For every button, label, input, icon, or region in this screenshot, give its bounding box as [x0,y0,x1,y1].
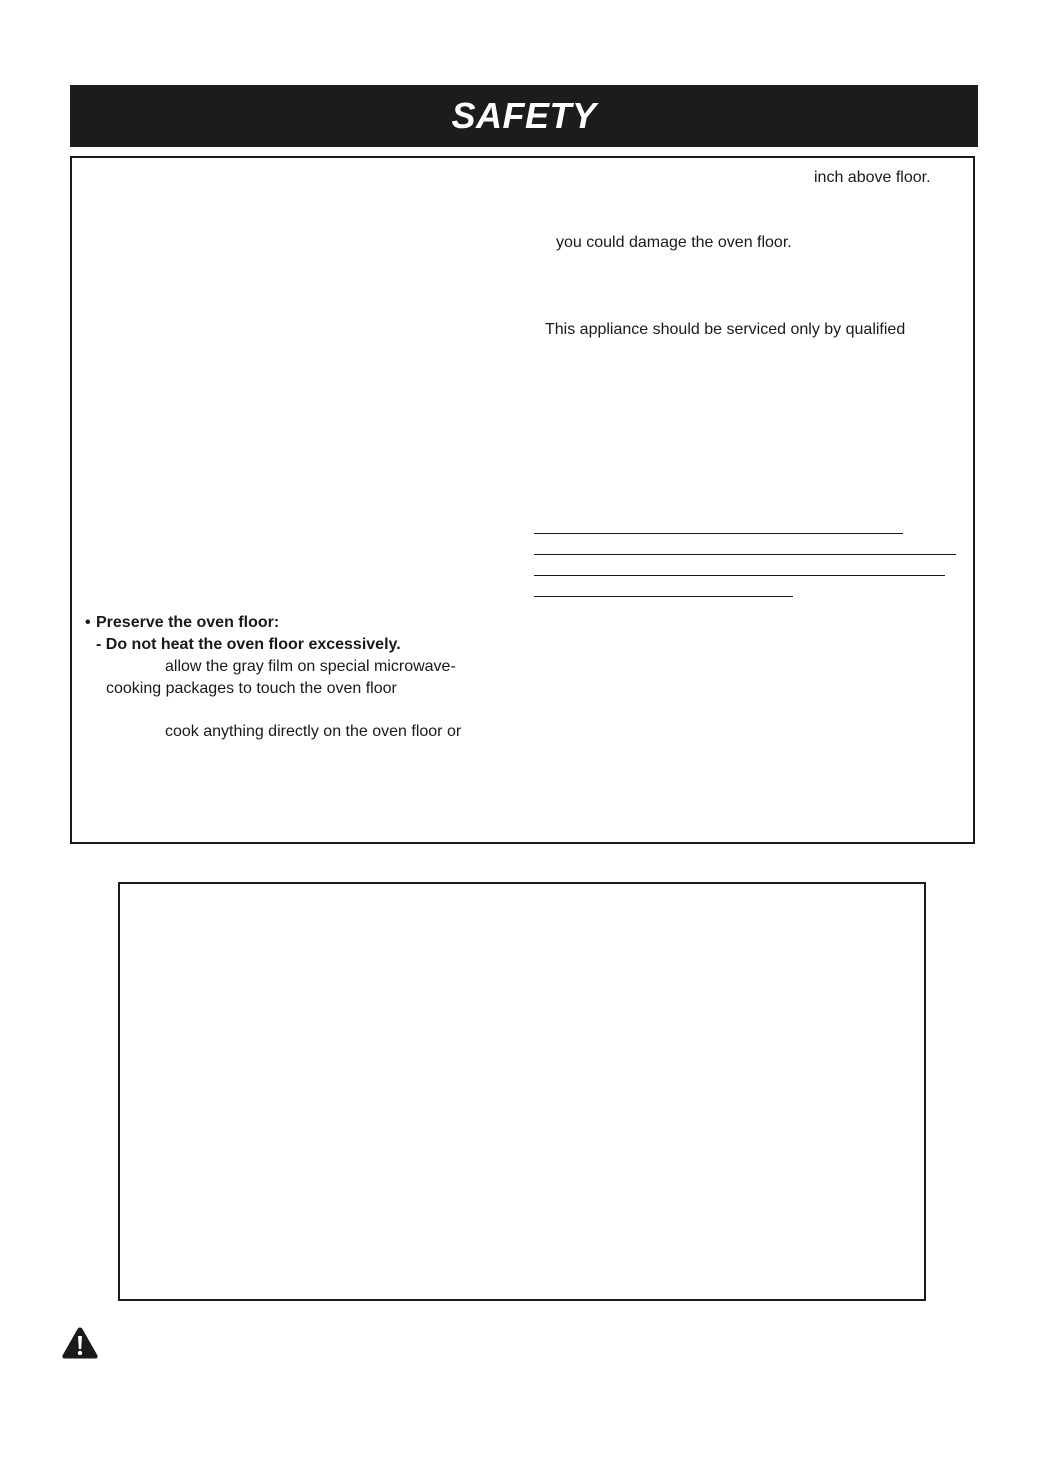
notice-box [118,882,926,1301]
underline-rule [534,596,793,597]
underline-rule [534,533,903,534]
section-heading: Preserve the oven floor: [96,614,280,631]
underline-rule [534,554,956,555]
right-text-line-2: you could damage the oven floor. [556,234,792,251]
warning-triangle-icon [61,1326,99,1360]
page-title: SAFETY [451,95,597,136]
right-text-line-1: inch above floor. [814,169,931,186]
bullet-marker: • [85,614,91,631]
section-subheading: - Do not heat the oven floor excessively. [96,636,401,653]
left-text-line-1: allow the gray film on special microwave- [165,658,456,675]
left-text-line-3: cook anything directly on the oven floor or [165,723,462,740]
underline-rule [534,575,945,576]
left-text-line-2: cooking packages to touch the oven floor [106,680,397,697]
page-header [70,85,978,147]
right-text-line-3: This appliance should be serviced only by qualified [545,321,906,338]
